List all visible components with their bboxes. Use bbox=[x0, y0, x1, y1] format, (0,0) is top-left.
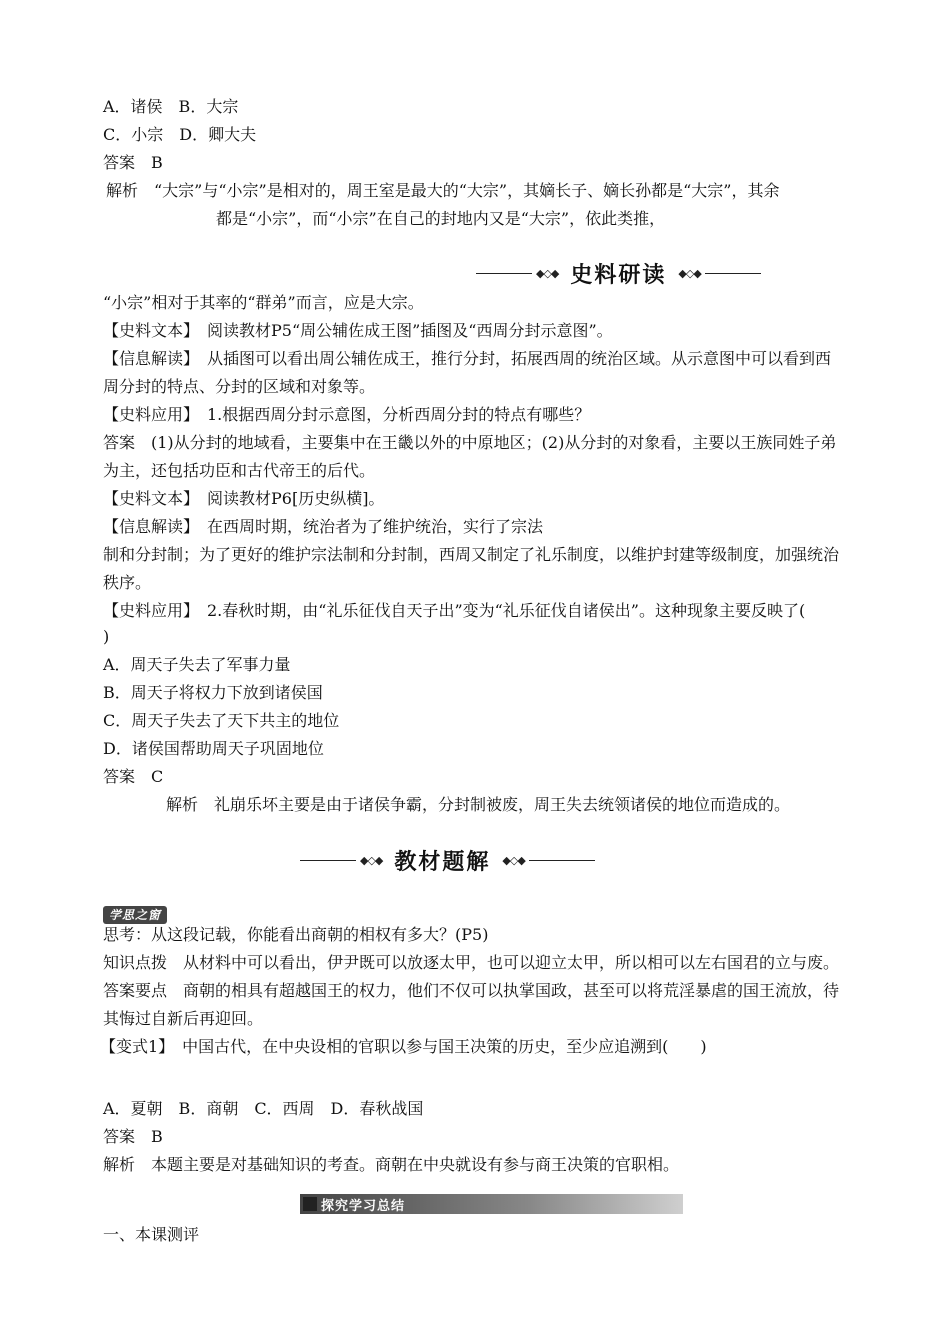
text-line: 答案 (1)从分封的地域看，主要集中在王畿以外的中原地区；(2)从分封的对象看，主要以王族同姓子弟 bbox=[103, 433, 837, 452]
heading-rule bbox=[705, 273, 761, 274]
text-line: 【信息解读】 在西周时期，统治者为了维护统治，实行了宗法 bbox=[103, 517, 544, 536]
section-title: 史料研读 bbox=[570, 263, 667, 288]
ornament-icon: ◆◇◆ bbox=[502, 854, 525, 867]
text-line: 【史料应用】 1.根据西周分封示意图，分析西周分封的特点有哪些？ bbox=[103, 405, 591, 424]
ornament-icon: ◆◇◆ bbox=[678, 267, 701, 280]
option-line: B．周天子将权力下放到诸侯国 bbox=[103, 683, 323, 702]
summary-item: 一、本课测评 bbox=[103, 1225, 200, 1244]
option-line: A．周天子失去了军事力量 bbox=[103, 655, 291, 674]
option-line: C．周天子失去了天下共主的地位 bbox=[103, 711, 340, 730]
text-line: 周分封的特点、分封的区域和对象等。 bbox=[103, 377, 376, 396]
text-line: ) bbox=[103, 627, 110, 646]
heading-rule bbox=[300, 860, 356, 861]
analysis-line: 解析 本题主要是对基础知识的考查。商朝在中央就设有参与商王决策的官职相。 bbox=[103, 1155, 680, 1174]
study-window-badge: 学思之窗 bbox=[103, 906, 167, 924]
text-line: 【史料应用】 2.春秋时期，由“礼乐征伐自天子出”变为“礼乐征伐自诸侯出”。这种现象主要反映了( bbox=[103, 601, 806, 620]
text-line: 思考：从这段记载，你能看出商朝的相权有多大？(P5) bbox=[103, 925, 489, 944]
option-line: D．诸侯国帮助周天子巩固地位 bbox=[103, 739, 324, 758]
analysis-line: 解析 “大宗”与“小宗”是相对的，周王室是最大的“大宗”，其嫡长子、嫡长孙都是“大宗”，其余 bbox=[106, 181, 780, 200]
summary-title: 探究学习总结 bbox=[321, 1198, 406, 1214]
section-heading bbox=[300, 845, 595, 876]
answer-line: 答案 C bbox=[103, 767, 164, 786]
answer-line: 答案 B bbox=[103, 1127, 163, 1146]
analysis-line: 解析 礼崩乐坏主要是由于诸侯争霸，分封制被废，周王失去统领诸侯的地位而造成的。 bbox=[166, 795, 791, 814]
ornament-icon: ◆◇◆ bbox=[536, 267, 559, 280]
summary-bar bbox=[300, 1194, 683, 1214]
text-line: 【信息解读】 从插图可以看出周公辅佐成王，推行分封，拓展西周的统治区域。从示意图中可以看到西 bbox=[103, 349, 832, 368]
heading-rule bbox=[529, 860, 595, 861]
text-line: “小宗”相对于其率的“群弟”而言，应是大宗。 bbox=[103, 293, 424, 312]
option-line: A．夏朝 B．商朝 C．西周 D．春秋战国 bbox=[103, 1099, 424, 1118]
analysis-line: 都是“小宗”，而“小宗”在自己的封地内又是“大宗”，依此类推， bbox=[216, 209, 666, 228]
ornament-icon: ◆◇◆ bbox=[360, 854, 383, 867]
heading-rule bbox=[476, 273, 532, 274]
answer-line: 答案 B bbox=[103, 153, 163, 172]
option-line: A．诸侯 B．大宗 bbox=[103, 97, 239, 116]
square-icon bbox=[303, 1197, 317, 1211]
text-line: 【史料文本】 阅读教材P5“周公辅佐成王图”插图及“西周分封示意图”。 bbox=[103, 321, 613, 340]
text-line: 其悔过自新后再迎回。 bbox=[103, 1009, 264, 1028]
text-line: 知识点拨 从材料中可以看出，伊尹既可以放逐太甲，也可以迎立太甲，所以相可以左右国君的立与废。 bbox=[103, 953, 840, 972]
section-heading bbox=[476, 258, 761, 289]
text-line: 秩序。 bbox=[103, 573, 152, 592]
text-line: 答案要点 商朝的相具有超越国王的权力，他们不仅可以执掌国政，甚至可以将荒淫暴虐的国王流放，待 bbox=[103, 981, 840, 1000]
option-line: C．小宗 D．卿大夫 bbox=[103, 125, 257, 144]
text-line: 【史料文本】 阅读教材P6[历史纵横]。 bbox=[103, 489, 385, 508]
section-title: 教材题解 bbox=[394, 850, 491, 875]
text-line: 制和分封制；为了更好的维护宗法制和分封制，西周又制定了礼乐制度，以维护封建等级制度，加强统治 bbox=[103, 545, 840, 564]
text-line: 为主，还包括功臣和古代帝王的后代。 bbox=[103, 461, 376, 480]
text-line: 【变式1】 中国古代，在中央设相的官职以参与国王决策的历史，至少应追溯到( ) bbox=[100, 1037, 707, 1056]
